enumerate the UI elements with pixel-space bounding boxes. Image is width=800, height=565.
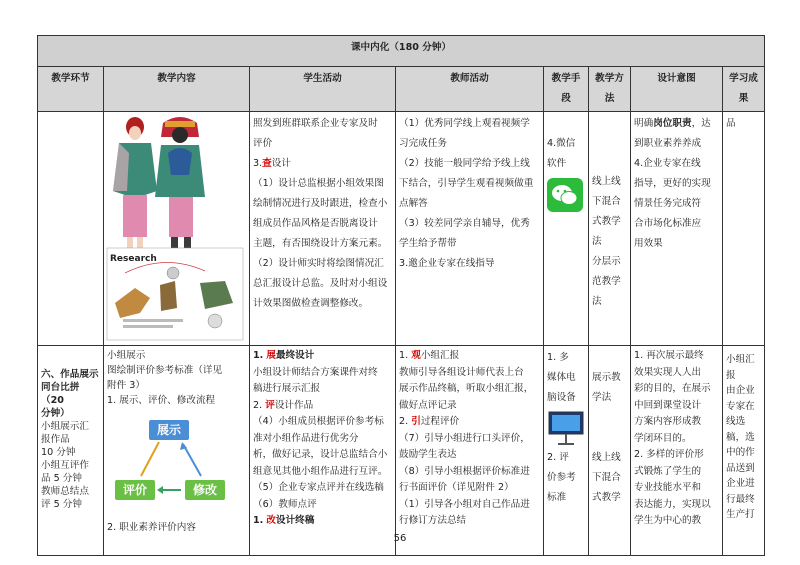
flow-diagram <box>107 408 246 520</box>
text-line: 专家在 <box>726 400 755 412</box>
header-content: 教学内容 <box>104 67 250 112</box>
text-line: 专业技能水平和 <box>634 482 702 493</box>
text-line: 学生为中心的教 <box>634 515 702 526</box>
text-line: 价参考 <box>547 472 576 483</box>
text-line: 企业进 <box>726 478 755 489</box>
design-intent-cell-2 <box>631 346 723 556</box>
text-line: （6）教师点评 <box>253 498 317 510</box>
figure-back-illustration <box>155 117 205 253</box>
design-intent-cell-1 <box>631 112 723 346</box>
text-line: 表达能力，实现以 <box>634 498 711 510</box>
text-line: 主题，有否围绕设计方案元素。 <box>253 238 388 249</box>
page-number: 56 <box>393 533 407 544</box>
content-image-cell <box>104 112 250 346</box>
text-line: 绘制情况进行及时跟进，检查小 <box>253 198 388 209</box>
text-line: 下混合 <box>592 196 621 207</box>
text-line: （8）引导小组根据评价标准进 <box>399 465 530 477</box>
text-line: 线选 <box>726 416 746 427</box>
text-line: 2. 职业素养评价内容 <box>107 522 196 533</box>
text-line: 总汇报设计总监。及时对小组设 <box>253 278 388 289</box>
text-line: 准对小组作品进行优劣分 <box>253 432 359 444</box>
text-line: 习完成任务 <box>399 138 447 149</box>
table-row <box>38 112 765 346</box>
header-teacher: 教师活动 <box>396 67 544 112</box>
text-line: 指导，更好的实现 <box>634 178 711 189</box>
text-line: 评价 <box>253 138 273 149</box>
text-line: 标准 <box>547 492 567 503</box>
text-line: （2）技能一般同学给予线上线 <box>399 158 530 169</box>
text-line: 中回到课堂设计 <box>634 399 702 411</box>
means-cell-2 <box>544 346 589 556</box>
text-line: 下结合，引导学生观看视频做重 <box>399 178 534 189</box>
figure-front-illustration <box>113 117 157 255</box>
text-line: 生产打 <box>726 509 755 520</box>
text-line: 效果实现人人出 <box>634 366 702 378</box>
text-line: 鼓励学生表达 <box>399 449 457 460</box>
text-line: （5）企业专家点评并在线选稿 <box>253 482 384 493</box>
outcome-cell-2 <box>723 346 765 556</box>
title-row <box>38 36 765 67</box>
text-line: 2. 引过程评价 <box>399 416 460 427</box>
text-line: 1. 展最终设计 <box>253 350 315 361</box>
text-line: 小组展示 <box>107 350 146 361</box>
text-line: 用效果 <box>634 238 663 249</box>
text-line: 2. 评 <box>547 452 569 463</box>
text-line: 分层示 <box>592 256 621 267</box>
text-line: 稿，选 <box>726 431 755 443</box>
text-line: 4.企业专家在线 <box>634 158 701 169</box>
text-line: 评 5 分钟 <box>41 499 82 510</box>
text-line: 小组汇 <box>726 354 755 365</box>
text-line: 稿进行展示汇报 <box>253 383 321 394</box>
text-line: 10 分钟 <box>41 447 76 458</box>
text-line: 4.微信 <box>547 138 576 149</box>
teacher-activity-cell-2 <box>396 346 544 556</box>
text-line: 中的作 <box>726 447 755 458</box>
text-line: （7）引导小组进行口头评价， <box>399 432 530 444</box>
text-line: 六、作品展示 <box>41 369 99 380</box>
text-line: 教师总结点 <box>41 486 89 497</box>
text-line: 行修订方法总结 <box>399 515 467 526</box>
text-line: （1）引导各小组对自己作品进 <box>399 498 530 510</box>
wechat-icon <box>547 178 583 212</box>
text-line: 式教学 <box>592 492 621 503</box>
research-board <box>107 248 243 340</box>
text-line: 式锻炼了学生的 <box>634 465 702 477</box>
method-cell-2 <box>589 346 631 556</box>
text-line: 点解答 <box>399 198 428 209</box>
text-line: 媒体电 <box>547 372 576 383</box>
text-line: （1）设计总监根据小组效果图 <box>253 178 384 189</box>
text-line: 下混合 <box>592 472 621 483</box>
text-line: 法 <box>592 236 602 247</box>
teacher-activity-cell-1 <box>396 112 544 346</box>
text-line: 附件 3） <box>107 380 145 391</box>
header-method: 教学方法 <box>589 67 631 112</box>
student-activity-cell-2 <box>250 346 396 556</box>
text-line: 1. 再次展示最终 <box>634 350 704 361</box>
text-line: 合市场化标准应 <box>634 218 702 229</box>
text-line: 线上线 <box>592 452 621 463</box>
text-line: 行书面评价（详见附件 2） <box>399 482 514 493</box>
text-line: 报 <box>726 369 736 381</box>
table-row <box>38 346 765 556</box>
text-line: 图绘制评价参考标准（详见 <box>107 365 223 376</box>
stage-cell-2 <box>38 346 104 556</box>
text-line: （2）设计师实时将绘图情况汇 <box>253 258 384 269</box>
text-line: 到职业素养养成 <box>634 138 702 149</box>
text-line: 脑设备 <box>547 392 576 403</box>
text-line: 小组展示汇 <box>41 421 89 432</box>
text-line: 由企业 <box>726 385 755 396</box>
text-line: 教师引导各组设计师代表上台 <box>399 366 524 378</box>
text-line: 1. 多 <box>547 352 569 363</box>
flow-modify-box: 修改 <box>185 480 225 500</box>
text-line: 照发到班群联系企业专家及时 <box>253 118 378 129</box>
student-activity-cell-1 <box>250 112 396 346</box>
smartboard-icon <box>547 410 585 446</box>
text-line: 3.查设计 <box>253 158 291 169</box>
header-stage: 教学环节 <box>38 67 104 112</box>
text-line: 1. 观小组汇报 <box>399 350 460 361</box>
text-line: （4）小组成员根据评价参考标 <box>253 416 384 427</box>
text-line: 学生给予帮带 <box>399 238 457 249</box>
text-line: 学法 <box>592 392 612 403</box>
text-line: 1. 改设计终稿 <box>253 515 315 526</box>
text-line: 方案内容形成教 <box>634 416 702 427</box>
flow-show-box: 展示 <box>149 420 189 440</box>
header-row <box>38 67 765 112</box>
outcome-cell-1 <box>723 112 765 346</box>
text-line: 计效果图做检查调整修改。 <box>253 298 369 309</box>
text-line: 同台比拼（20 <box>41 382 80 406</box>
text-line: 品 5 分钟 <box>41 473 82 484</box>
header-design: 设计意图 <box>631 67 723 112</box>
method-cell-1 <box>589 112 631 346</box>
text-line: 展示作品终稿，听取小组汇报， <box>399 383 534 394</box>
means-cell-1 <box>544 112 589 346</box>
header-means: 教学手段 <box>544 67 589 112</box>
text-line: 2. 多样的评价形 <box>634 449 704 460</box>
flow-arrows <box>107 408 235 520</box>
content-cell-2 <box>104 346 250 556</box>
text-line: 分钟） <box>41 408 70 419</box>
text-line: 彩的目的，在展示 <box>634 383 711 394</box>
text-line: 组意见其他小组作品进行互评。 <box>253 465 388 477</box>
stage-cell-empty <box>38 112 104 346</box>
text-line: 学闭环目的。 <box>634 432 692 444</box>
text-line: 情景任务完成符 <box>634 198 702 209</box>
text-line: 线上线 <box>592 176 621 187</box>
text-line: 组成员作品风格是否脱离设计 <box>253 218 378 229</box>
text-line: 1. 展示、评价、修改流程 <box>107 395 216 406</box>
text-line: 析，做好记录，设计总监结合小 <box>253 449 388 460</box>
text-line: （3）较差同学亲自辅导，优秀 <box>399 218 530 229</box>
text-line: 行最终 <box>726 493 755 505</box>
text-line: 小组互评作 <box>41 460 89 471</box>
text-line: 品 <box>726 118 736 129</box>
research-label: Research <box>110 254 157 264</box>
table-title: 课中内化（180 分钟） <box>38 36 765 67</box>
text-line: 式教学 <box>592 216 621 227</box>
fashion-illustration-image <box>105 113 245 341</box>
text-line: 2. 评设计作品 <box>253 399 314 411</box>
text-line: 做好点评记录 <box>399 399 457 411</box>
text-line: 法 <box>592 296 602 307</box>
text-line: 3.邀企业专家在线指导 <box>399 258 495 269</box>
header-outcome: 学习成果 <box>723 67 765 112</box>
text-line: 范教学 <box>592 276 621 287</box>
flow-eval-box: 评价 <box>115 480 155 500</box>
text-line: 软件 <box>547 158 567 169</box>
text-line: 品送到 <box>726 462 755 474</box>
text-line: 小组设计师结合方案课件对终 <box>253 366 378 378</box>
lesson-plan-table <box>37 35 765 556</box>
text-line: 报作品 <box>41 434 70 445</box>
text-line: 展示教 <box>592 372 621 383</box>
header-student: 学生活动 <box>250 67 396 112</box>
text-line: （1）优秀同学线上观看视频学 <box>399 118 530 129</box>
text-line: 明确岗位职责，达 <box>634 118 711 129</box>
